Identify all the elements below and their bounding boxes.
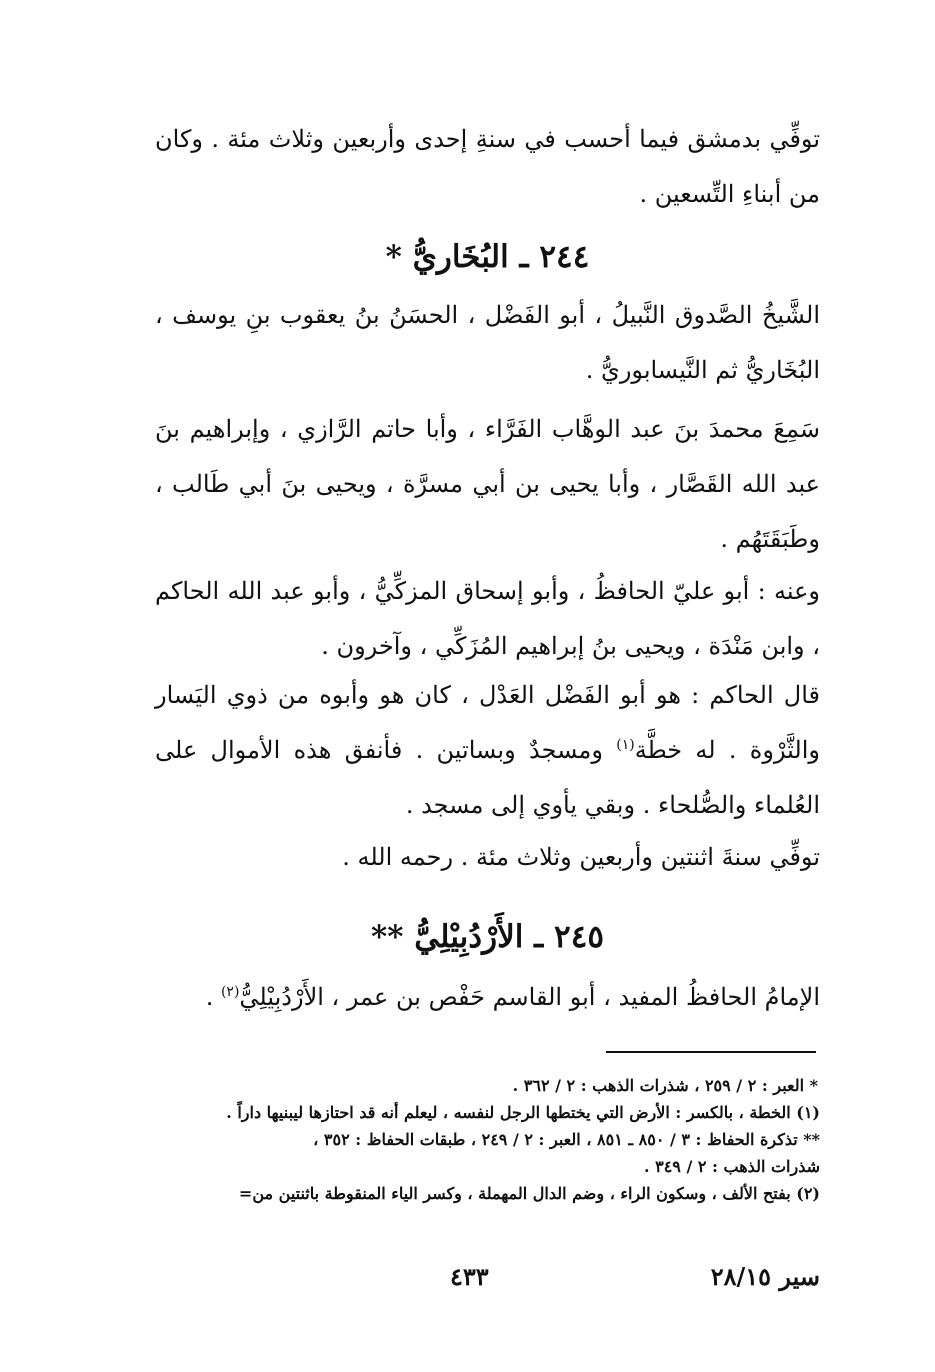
footnote-separator [606,1051,816,1053]
hakim-text-after-note: ومسجدٌ وبساتين . فأنفق هذه الأموال على العُلماء والصُّلحاء . وبقي يأوي إلى مسجد . [155,736,820,819]
volume-reference: سير ٢٨/١٥ [710,1262,820,1291]
paragraph-entry-244-death: توفِّي سنةَ اثنتين وأربعين وثلاث مئة . رحمه الله . [342,843,820,871]
paragraph-entry-245-name [155,970,878,1025]
paragraph-death-previous-entry: توفِّي بدمشق فيما أحسب في سنةِ إحدى وأربعين وثلاث مئة . وكان من أبناءِ التِّسعين . [155,125,820,208]
paragraph-entry-244-heard: سَمِعَ محمدَ بنَ عبد الوهَّاب الفَرَّاء ، وأبا حاتم الرَّازي ، وإبراهيم بنَ عبد الله القَصَّار ، وأبا يحيى بن أبي مسرَّة ، ويحيى بنَ أبي طَالب ، وطَبَقَتَهُم . [155,415,820,553]
footnote-marker-1: (١) [616,737,635,753]
footnote-1-khitta: (١) الخطة ، بالكسر : الأرض التي يختطها الرجل لنفسه ، ليعلم أنه قد احتازها ليبنيها داراً . [226,1103,820,1122]
entry-heading-244: ٢٤٤ ـ البُخَاريُّ * [385,239,590,275]
footnote-star-245: ** تذكرة الحفاظ : ٣ / ٨٥٠ ـ ٨٥١ ، العبر : ٢ / ٢٤٩ ، طبقات الحفاظ : ٣٥٢ ، [313,1130,820,1149]
footnote-star-244: * العبر : ٢ / ٢٥٩ ، شذرات الذهب : ٢ / ٣٦٢ . [512,1076,818,1095]
page-footer [150,1262,820,1302]
footnote-star-245-continued: شذرات الذهب : ٢ / ٣٤٩ . [643,1157,820,1176]
footnotes [145,1072,820,1207]
footnote-marker-2: (٢) [220,984,240,1000]
entry-245-text-after-note: . [205,983,221,1011]
paragraph-entry-244-students: وعنه : أبو عليّ الحافظُ ، وأبو إسحاق المزكِّيُّ ، وأبو عبد الله الحاكم ، وابن مَنْدَة ، ويحيى بنُ إبراهيم المُزَكِّي ، وآخرون . [155,577,820,660]
entry-heading-245: ٢٤٥ ـ الأَرْدُبِيْلِيُّ ** [371,919,604,955]
footnote-2-ardabili: (٢) بفتح الألف ، وسكون الراء ، وضم الدال المهملة ، وكسر الياء المنقوطة باثنتين من= [238,1184,820,1203]
paragraph-entry-244-hakim [155,668,878,833]
hakim-text-before-note: قال الحاكم : هو أبو الفَضْل العَدْل ، كان هو وأبوه من ذوي اليَسار والثَّرْوة . له خطَّة [155,681,820,764]
paragraph-entry-244-name: الشَّيخُ الصَّدوق النَّبيلُ ، أبو الفَضْل ، الحسَنُ بنُ يعقوب بنِ يوسف ، البُخَاريُّ ثم النَّيسابوريُّ . [155,301,820,384]
page-number: ٤٣٣ [450,1262,489,1291]
entry-245-text-before-note: الإمامُ الحافظُ المفيد ، أبو القاسم حَفْص بن عمر ، الأَرْدُبِيْلِيُّ [239,983,820,1011]
